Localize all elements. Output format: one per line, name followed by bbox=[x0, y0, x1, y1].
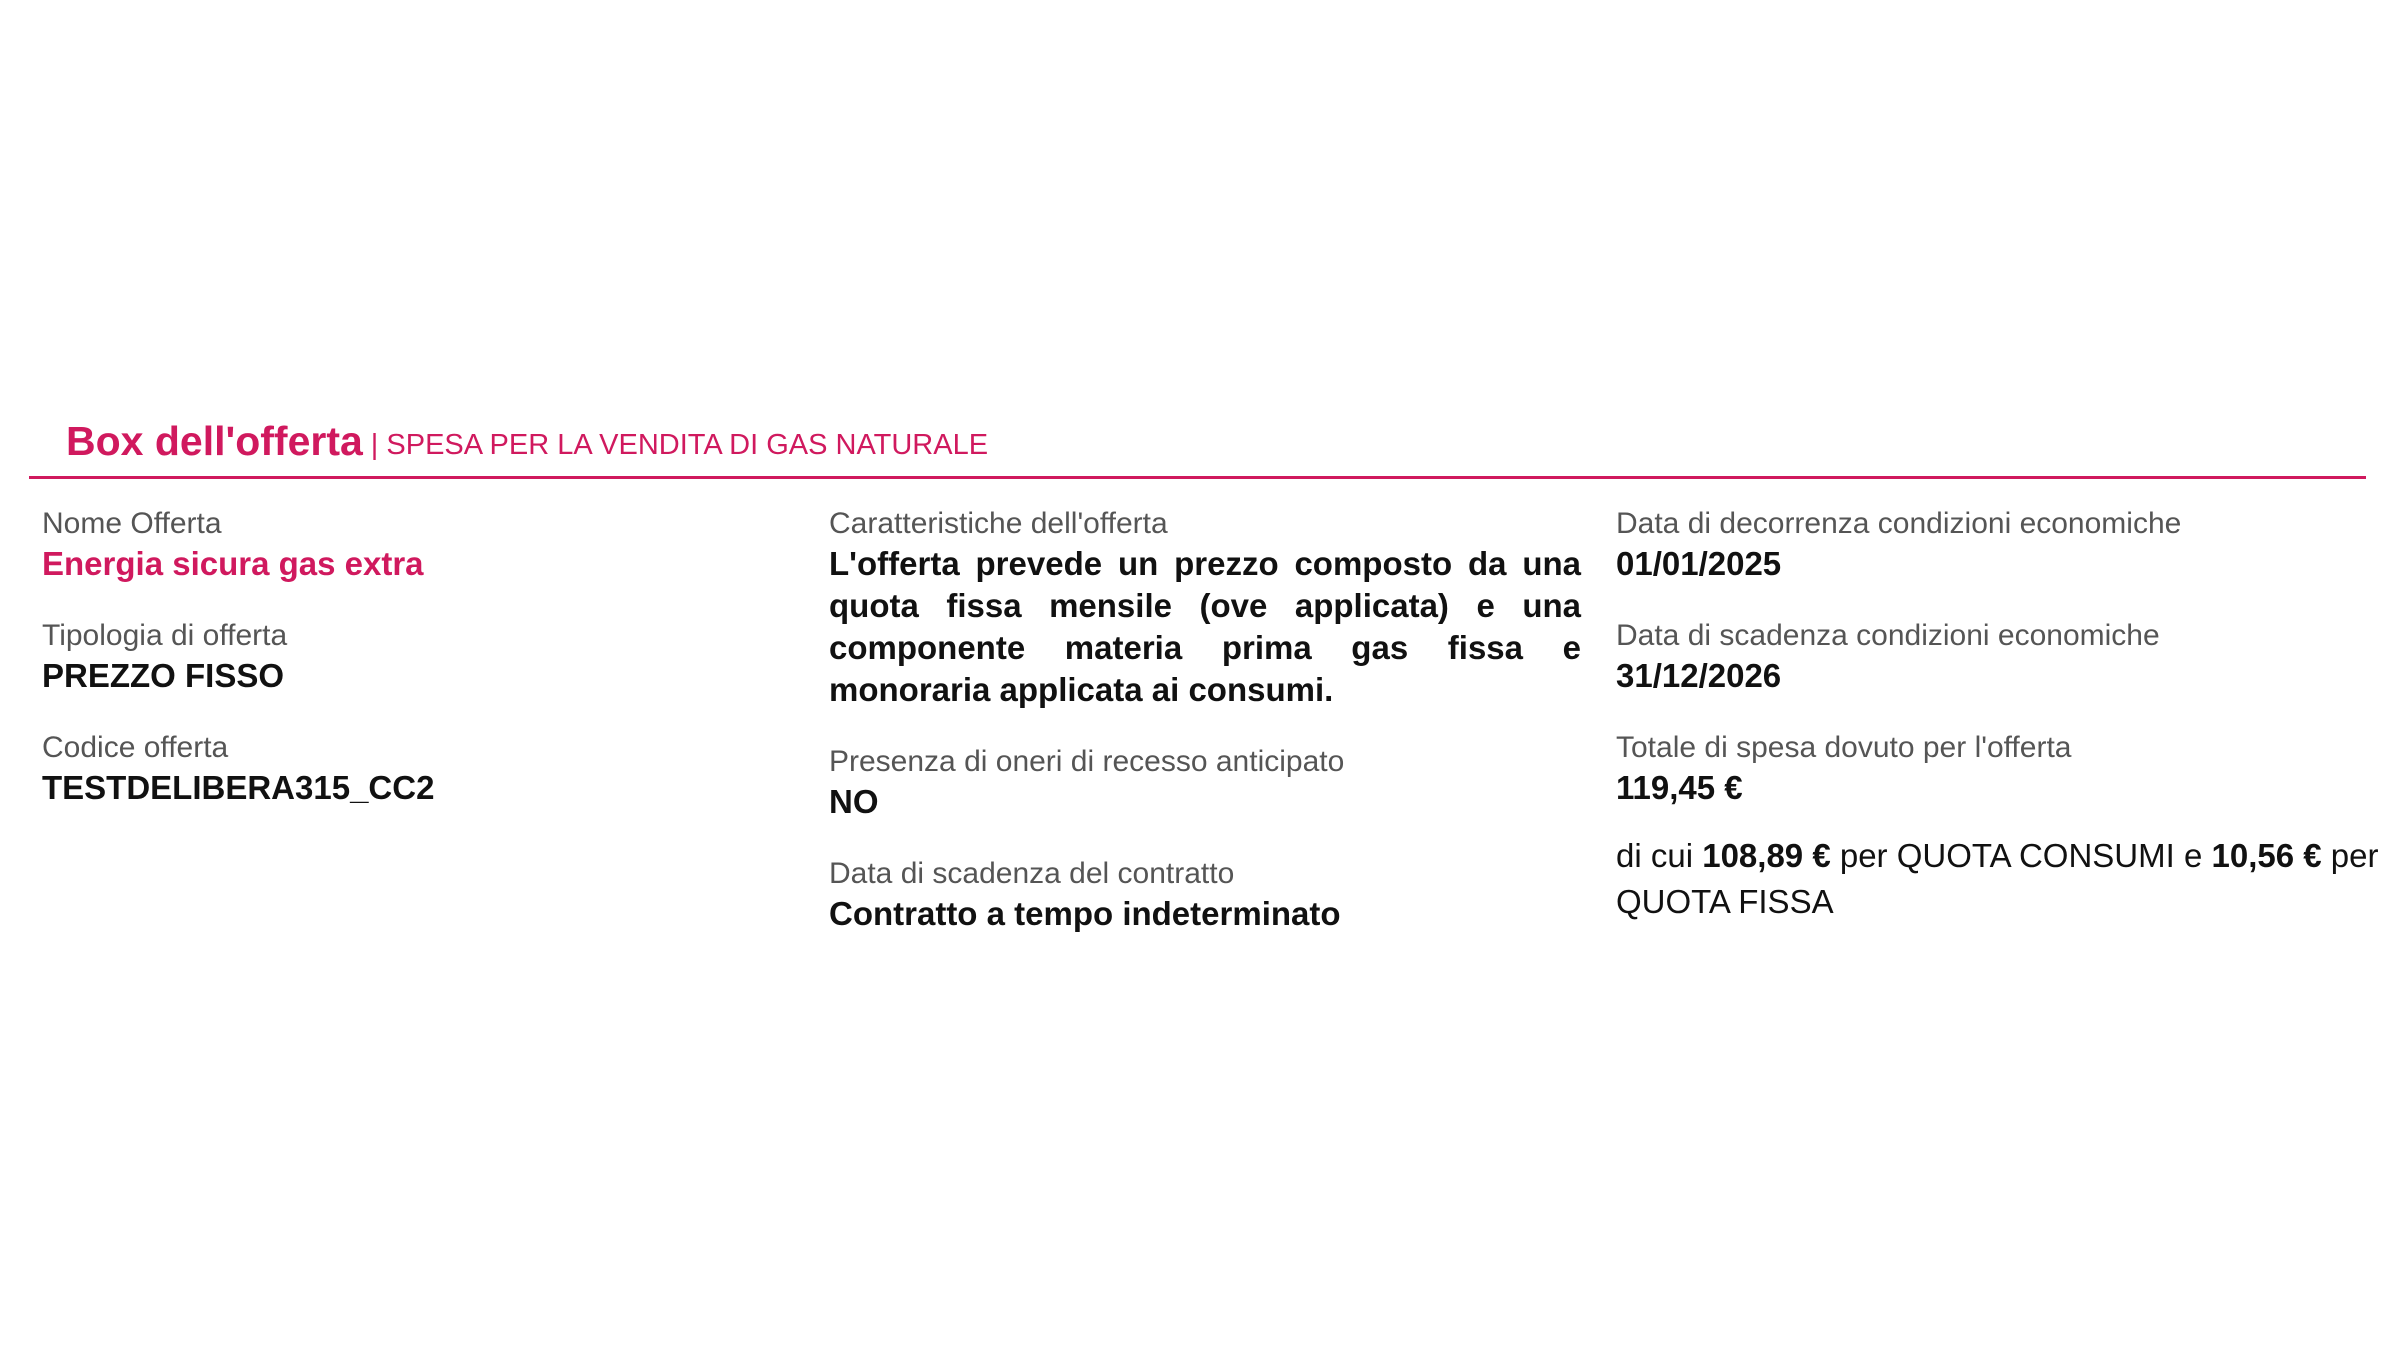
offer-type-label: Tipologia di offerta bbox=[42, 619, 288, 652]
column-middle bbox=[829, 505, 1581, 967]
offer-name-value: Energia sicura gas extra bbox=[42, 545, 424, 582]
early-withdrawal-label: Presenza di oneri di recesso anticipato bbox=[829, 745, 1345, 778]
field-characteristics bbox=[829, 505, 1581, 711]
end-date-label: Data di scadenza condizioni economiche bbox=[1616, 619, 2160, 652]
field-offer-name bbox=[42, 505, 782, 585]
box-subtitle: | SPESA PER LA VENDITA DI GAS NATURALE bbox=[370, 429, 989, 461]
total-breakdown bbox=[1616, 833, 2386, 925]
offer-box bbox=[29, 400, 2379, 932]
early-withdrawal-value: NO bbox=[829, 783, 879, 820]
offer-code-label: Codice offerta bbox=[42, 731, 229, 764]
consumption-text: per QUOTA CONSUMI e bbox=[1830, 837, 2212, 874]
field-start-date bbox=[1616, 505, 2386, 585]
box-header bbox=[29, 400, 2366, 462]
column-right bbox=[1616, 505, 2386, 925]
start-date-value: 01/01/2025 bbox=[1616, 545, 1782, 582]
end-date-value: 31/12/2026 bbox=[1616, 657, 1782, 694]
field-total bbox=[1616, 729, 2386, 809]
field-offer-code bbox=[42, 729, 782, 809]
fixed-text: per QUOTA FISSA bbox=[1616, 837, 2379, 920]
box-title: Box dell'offerta bbox=[66, 418, 363, 464]
contract-expiry-label: Data di scadenza del contratto bbox=[829, 857, 1235, 890]
offer-code-value: TESTDELIBERA315_CC2 bbox=[42, 769, 435, 806]
total-label: Totale di spesa dovuto per l'offerta bbox=[1616, 731, 2072, 764]
consumption-amount: 108,89 € bbox=[1702, 837, 1831, 874]
offer-name-label: Nome Offerta bbox=[42, 507, 222, 540]
offer-type-value: PREZZO FISSO bbox=[42, 657, 285, 694]
header-divider bbox=[29, 476, 2366, 479]
breakdown-prefix: di cui bbox=[1616, 837, 1703, 874]
field-early-withdrawal bbox=[829, 743, 1581, 823]
characteristics-label: Caratteristiche dell'offerta bbox=[829, 507, 1168, 540]
field-contract-expiry bbox=[829, 855, 1581, 935]
characteristics-value: L'offerta prevede un prezzo composto da una quota fissa mensile (ove applicata) e una componente materia prima gas fissa e monoraria applicata ai consumi. bbox=[829, 545, 1581, 708]
field-offer-type bbox=[42, 617, 782, 697]
total-value: 119,45 € bbox=[1616, 769, 1743, 806]
field-end-date bbox=[1616, 617, 2386, 697]
start-date-label: Data di decorrenza condizioni economiche bbox=[1616, 507, 2182, 540]
fixed-amount: 10,56 € bbox=[2211, 837, 2322, 874]
contract-expiry-value: Contratto a tempo indeterminato bbox=[829, 895, 1341, 932]
column-left bbox=[42, 505, 782, 841]
